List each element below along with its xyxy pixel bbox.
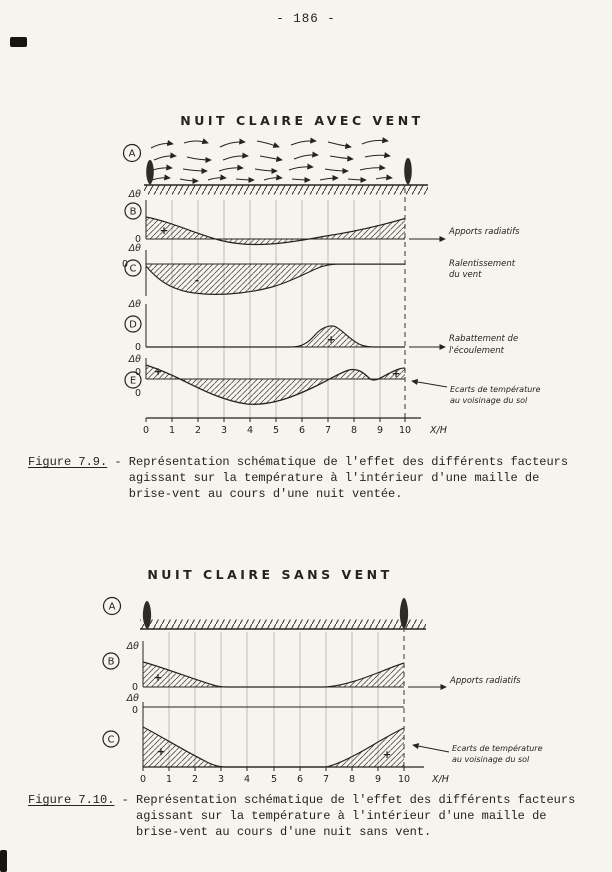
delta-theta-label-b: Δθ — [128, 189, 141, 200]
ground — [144, 185, 428, 195]
delta-theta-label-b: Δθ — [126, 641, 139, 652]
x-tick-label: 7 — [322, 774, 330, 785]
label-e-arrow — [412, 381, 447, 387]
x-tick-label: 2 — [191, 774, 199, 785]
panel-a-label: A — [128, 148, 136, 160]
ground — [140, 620, 426, 630]
delta-theta-label-c: Δθ — [128, 243, 141, 254]
zero-label-e: 0 — [134, 367, 141, 378]
plus-sign-b: + — [159, 225, 169, 237]
x-tick-label: 10 — [398, 425, 412, 436]
label-b-text: Apports radiatifs — [450, 676, 521, 686]
panel-a-label: A — [108, 601, 116, 613]
scan-artifact — [0, 850, 7, 872]
x-axis — [143, 418, 447, 436]
figure-title: NUIT CLAIRE AVEC VENT — [180, 113, 424, 128]
label-c-text-2: au voisinage du sol — [452, 755, 530, 764]
x-tick-label: 4 — [246, 425, 254, 436]
plus-sign-c-left: + — [156, 746, 166, 758]
label-d-text-2: l'écoulement — [449, 346, 505, 356]
zero-label-b: 0 — [134, 234, 141, 245]
gridlines — [169, 632, 378, 767]
caption-line: agissant sur la température à l'intérieur d'une maille de — [136, 809, 547, 823]
label-c-text-2: du vent — [449, 270, 482, 280]
figure-7-10-caption — [28, 792, 575, 840]
curve-e-fill — [146, 365, 405, 404]
x-tick-label: 6 — [298, 425, 306, 436]
figure-7-10-diagram — [0, 558, 612, 793]
figure-7-9-label: Figure 7.9. — [28, 455, 108, 469]
panel-e-label: E — [129, 375, 137, 387]
caption-line: - Représentation schématique de l'effet des différents facteurs — [121, 793, 576, 807]
x-tick-label: 5 — [270, 774, 278, 785]
caption-line: agissant sur la température à l'intérieur d'une maille de — [128, 471, 540, 485]
label-b-text: Apports radiatifs — [449, 227, 520, 237]
x-tick-label: 1 — [165, 774, 173, 785]
delta-theta-label-d: Δθ — [128, 299, 141, 310]
x-tick-label: 9 — [374, 774, 382, 785]
plus-sign-e-left: + — [153, 366, 163, 378]
x-tick-label: 6 — [296, 774, 304, 785]
label-c-arrow — [413, 745, 449, 752]
x-axis — [140, 767, 449, 785]
panel-b-label: B — [107, 656, 115, 668]
label-e-text-1: Ecarts de température — [450, 385, 541, 394]
caption-line: brise-vent au cours d'une nuit sans vent. — [136, 825, 432, 839]
zero-label-e-2: 0 — [134, 388, 141, 399]
wind-arrows — [150, 140, 392, 181]
panel-d-label: D — [129, 319, 137, 331]
zero-label-d: 0 — [134, 342, 141, 353]
label-d-text-1: Rabattement de — [449, 334, 519, 344]
figure-7-9-diagram — [0, 103, 612, 448]
x-tick-label: 9 — [376, 425, 384, 436]
figure-title: NUIT CLAIRE SANS VENT — [147, 567, 393, 582]
x-tick-label: 10 — [397, 774, 411, 785]
x-tick-label: 8 — [348, 774, 356, 785]
x-tick-label: 3 — [220, 425, 228, 436]
x-tick-label: 2 — [194, 425, 202, 436]
x-tick-label: 0 — [142, 425, 150, 436]
curve-d — [146, 326, 405, 347]
minus-sign-c: - — [194, 275, 200, 287]
caption-line: - Représentation schématique de l'effet des différents facteurs — [114, 455, 569, 469]
page-number: - 186 - — [276, 12, 336, 26]
x-tick-label: 4 — [243, 774, 251, 785]
zero-label-c: 0 — [131, 705, 138, 716]
label-c-text-1: Ralentissement — [449, 259, 516, 269]
x-tick-label: 5 — [272, 425, 280, 436]
plus-sign-b: + — [153, 672, 163, 684]
x-tick-label: 0 — [139, 774, 147, 785]
panel-c-label: C — [107, 734, 115, 746]
zero-label-b: 0 — [131, 682, 138, 693]
x-tick-label: 7 — [324, 425, 332, 436]
plus-sign-c-right: + — [382, 749, 392, 761]
curve-c-fill — [143, 727, 404, 767]
zero-label-c: 0 — [121, 259, 128, 270]
curve-b-fill — [146, 217, 405, 245]
curve-c-fill — [146, 264, 405, 294]
label-c-text-1: Ecarts de température — [452, 744, 543, 753]
x-tick-label: 1 — [168, 425, 176, 436]
panel-c-label: C — [129, 263, 137, 275]
figure-7-9-caption — [28, 454, 568, 502]
windbreak-tree-right — [404, 158, 412, 185]
label-e-text-2: au voisinage du sol — [450, 396, 528, 405]
x-axis-title: X/H — [432, 774, 449, 785]
x-tick-label: 3 — [217, 774, 225, 785]
figure-7-10-label: Figure 7.10. — [28, 793, 115, 807]
windbreak-tree-left — [146, 160, 154, 185]
panel-b-label: B — [129, 206, 137, 218]
x-axis-title: X/H — [430, 425, 447, 436]
delta-theta-label-c: Δθ — [126, 693, 139, 704]
caption-line: brise-vent au cours d'une nuit ventée. — [128, 487, 403, 501]
x-tick-label: 8 — [350, 425, 358, 436]
plus-sign-d: + — [326, 334, 336, 346]
scan-artifact — [10, 37, 27, 47]
delta-theta-label-e: Δθ — [128, 354, 141, 365]
plus-sign-e-right: + — [391, 368, 401, 380]
